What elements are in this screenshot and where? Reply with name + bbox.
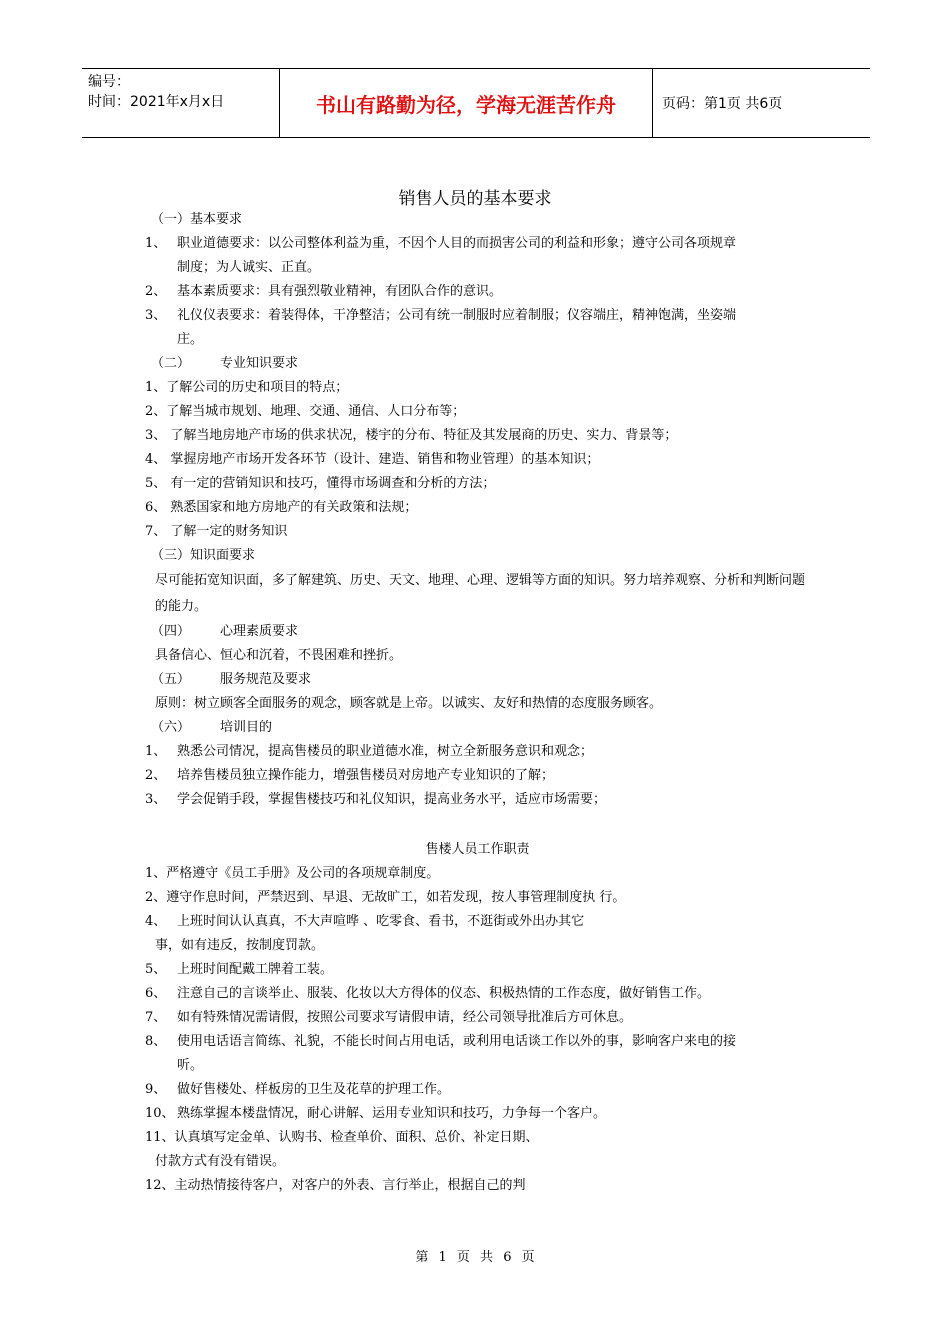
paragraph: 原则：树立顾客全面服务的观念，顾客就是上帝。以诚实、友好和热情的态度服务顾客。 [155,696,663,711]
list-item: 8、 使用电话语言简练、礼貌，不能长时间占用电话，或利用电话谈工作以外的事，影响客户来电的接 [145,1034,737,1049]
list-item: 1、了解公司的历史和项目的特点； [145,380,349,395]
list-item: 11、认真填写定金单、认购书、检查单价、面积、总价、补定日期、 [145,1130,539,1145]
list-item-continuation: 听。 [177,1058,204,1073]
section-heading: （四） 心理素质要求 [151,624,299,639]
section-heading: （六） 培训目的 [151,720,273,735]
serial-label: 编号： [88,74,130,90]
list-item: 3、 学会促销手段，掌握售楼技巧和礼仪知识，提高业务水平，适应市场需要； [145,792,607,807]
list-item: 3、 了解当地房地产市场的供求状况，楼宇的分布、特征及其发展商的历史、实力、背景等； [145,428,678,443]
time-label: 时间：2021年x月x日 [88,94,225,110]
list-item: 12、主动热情接待客户，对客户的外表、言行举止，根据自己的判 [145,1178,526,1193]
paragraph: 尽可能拓宽知识面，多了解建筑、历史、天文、地理、心理、逻辑等方面的知识。努力培养观察、分析和判断问题的能力。 [155,573,806,614]
page-footer: 第 1 页 共 6 页 [415,1250,535,1265]
list-item: 2、了解当城市规划、地理、交通、通信、人口分布等； [145,404,466,419]
section-heading: （三）知识面要求 [151,548,256,563]
paragraph: 具备信心、恒心和沉着，不畏困难和挫折。 [155,648,403,663]
document-title: 销售人员的基本要求 [398,189,552,209]
list-item: 2、遵守作息时间，严禁迟到、早退、无故旷工，如若发现，按人事管理制度执 行。 [145,890,626,905]
list-item: 1、 熟悉公司情况，提高售楼员的职业道德水准，树立全新服务意识和观念； [145,744,594,759]
list-item: 1、 职业道德要求：以公司整体利益为重，不因个人目的而损害公司的利益和形象；遵守公司各项规章 [145,236,737,251]
list-item: 2、 培养售楼员独立操作能力，增强售楼员对房地产专业知识的了解； [145,768,555,783]
list-item: 5、 有一定的营销知识和技巧，懂得市场调查和分析的方法； [145,476,496,491]
list-item: 7、 了解一定的财务知识 [145,524,288,539]
header-page-info: 页码：第1页 共6页 [662,96,783,112]
list-item-continuation: 事，如有违反，按制度罚款。 [155,938,325,953]
list-item-continuation: 庄。 [177,332,204,347]
section-heading: （五） 服务规范及要求 [151,672,312,687]
section-heading: （一）基本要求 [151,212,243,227]
list-item: 4、 上班时间认认真真，不大声喧哗 、吃零食、看书，不逛街或外出办其它 [145,914,585,929]
list-item: 2、 基本素质要求：具有强烈敬业精神，有团队合作的意识。 [145,284,503,299]
list-item-continuation: 制度；为人诚实、正直。 [177,260,321,275]
header-meta-cell [82,69,280,137]
section-heading: （二） 专业知识要求 [151,356,299,371]
list-item: 4、 掌握房地产市场开发各环节（设计、建造、销售和物业管理）的基本知识； [145,452,600,467]
list-item: 1、严格遵守《员工手册》及公司的各项规章制度。 [145,866,440,881]
list-item: 5、 上班时间配戴工牌着工装。 [145,962,334,977]
header-table [82,68,870,138]
list-item: 9、 做好售楼处、样板房的卫生及花草的护理工作。 [145,1082,451,1097]
list-item: 7、 如有特殊情况需请假，按照公司要求写请假申请，经公司领导批准后方可休息。 [145,1010,633,1025]
header-motto: 书山有路勤为径，学海无涯苦作舟 [280,69,653,137]
subsection-title: 售楼人员工作职责 [425,842,530,857]
document-body [145,208,810,1198]
list-item-continuation: 付款方式有没有错误。 [155,1154,286,1169]
list-item: 3、 礼仪仪表要求：着装得体，干净整洁；公司有统一制服时应着制服；仪容端庄，精神饱满，坐姿端 [145,308,737,323]
list-item: 10、 熟练掌握本楼盘情况，耐心讲解、运用专业知识和技巧，力争每一个客户。 [145,1106,607,1121]
list-item: 6、 注意自己的言谈举止、服装、化妆以大方得体的仪态、积极热情的工作态度，做好销售工作。 [145,986,711,1001]
list-item: 6、 熟悉国家和地方房地产的有关政策和法规； [145,500,418,515]
